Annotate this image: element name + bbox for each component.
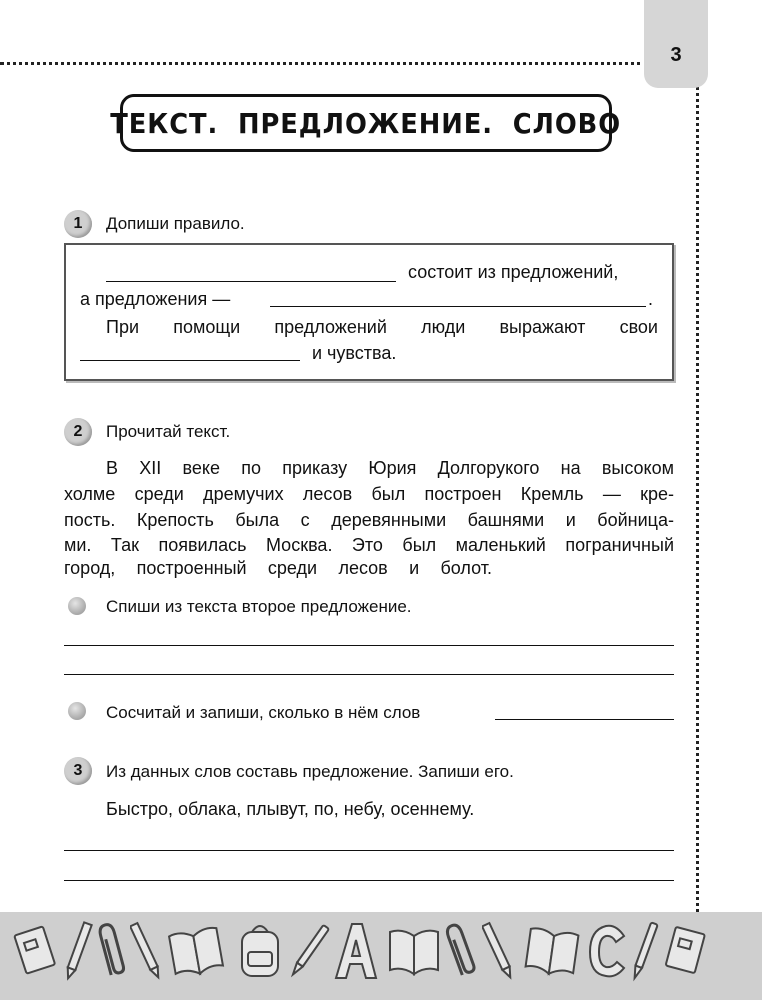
task3-words: Быстро, облака, плывут, по, небу, осеннему. bbox=[106, 799, 475, 819]
subtask1-instruction: Спиши из текста второе предложение. bbox=[106, 597, 412, 616]
pen-icon bbox=[628, 916, 662, 986]
paperclip-icon bbox=[95, 916, 129, 986]
text-line: В XII веке по приказу Юрия Долгорукого на высоком bbox=[106, 458, 674, 478]
notebook-icon bbox=[660, 916, 710, 986]
backpack-icon bbox=[232, 916, 288, 986]
rule-line3-text: При помощи предложений люди выражают свои bbox=[106, 317, 658, 337]
rule-blank-1[interactable] bbox=[106, 281, 396, 282]
rule-line2-text: а предложения — bbox=[80, 289, 231, 309]
task-number-badge: 3 bbox=[64, 757, 92, 785]
right-dotted-border bbox=[696, 82, 699, 912]
pencil-icon bbox=[482, 916, 514, 986]
pencil-icon bbox=[130, 916, 162, 986]
rule-blank-2[interactable] bbox=[270, 306, 646, 307]
pencil-icon bbox=[62, 916, 94, 986]
text-line: пость. Крепость была с деревянными башнями и бойница- bbox=[64, 510, 674, 530]
task2-instruction: Прочитай текст. bbox=[106, 422, 231, 441]
writing-line[interactable] bbox=[64, 880, 674, 881]
open-book-icon bbox=[166, 916, 226, 986]
rule-line2-end: . bbox=[648, 289, 654, 309]
task-number-badge: 1 bbox=[64, 210, 92, 238]
notebook-icon bbox=[10, 916, 60, 986]
letter-a-icon bbox=[330, 916, 380, 986]
top-dotted-border bbox=[0, 62, 648, 65]
rule-blank-3[interactable] bbox=[80, 360, 300, 361]
task1-instruction: Допиши правило. bbox=[106, 214, 245, 233]
writing-line[interactable] bbox=[64, 850, 674, 851]
open-book-icon bbox=[522, 916, 582, 986]
title-box bbox=[110, 94, 622, 152]
open-book-icon bbox=[384, 916, 444, 986]
writing-line[interactable] bbox=[64, 674, 674, 675]
page-number: 3 bbox=[670, 44, 682, 66]
rule-line1-text: состоит из предложений, bbox=[408, 262, 619, 282]
text-line: ми. Так появилась Москва. Это был маленький пограничный bbox=[64, 535, 674, 555]
task-number-badge: 2 bbox=[64, 418, 92, 446]
text-line: холме среди дремучих лесов был построен Кремль — кре- bbox=[64, 484, 674, 504]
rule-line4-text: и чувства. bbox=[312, 343, 397, 363]
footer-decoration bbox=[0, 912, 762, 1000]
word-count-blank[interactable] bbox=[495, 719, 674, 720]
bullet-icon bbox=[68, 597, 86, 615]
paperclip-icon bbox=[444, 916, 478, 986]
bullet-icon bbox=[68, 702, 86, 720]
pen-icon bbox=[290, 916, 330, 986]
text-line-last: город, построенный среди лесов и болот. bbox=[64, 558, 492, 578]
letter-c-icon bbox=[584, 916, 630, 986]
subtask2-instruction: Сосчитай и запиши, сколько в нём слов bbox=[106, 703, 421, 722]
writing-line[interactable] bbox=[64, 645, 674, 646]
page-title: ТЕКСТ. ПРЕДЛОЖЕНИЕ. СЛОВО bbox=[110, 106, 622, 140]
task3-instruction: Из данных слов составь предложение. Запиши его. bbox=[106, 762, 514, 781]
